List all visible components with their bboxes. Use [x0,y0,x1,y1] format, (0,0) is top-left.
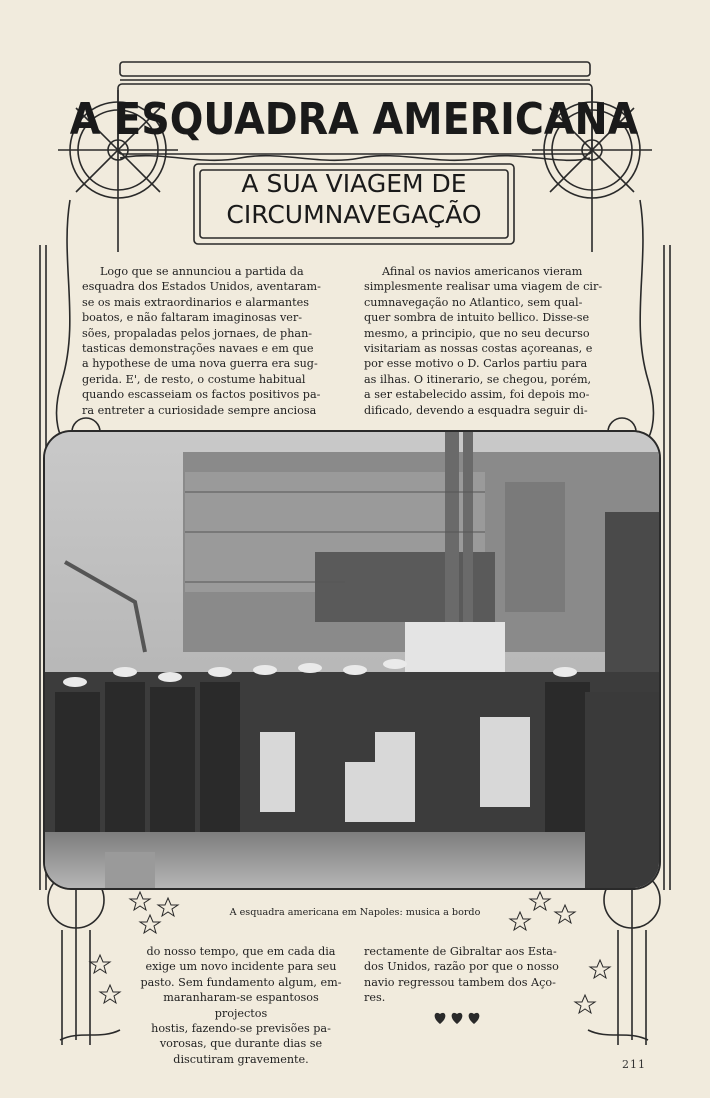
text-line: do nosso tempo, que em cada dia [146,945,336,958]
text-line: as ilhas. O itinerario, se chegou, porém, [364,372,592,386]
text-line: res. [364,991,386,1005]
article-column-right [364,264,626,418]
text-line: mesmo, a principio, que no seu decurso [364,326,590,340]
text-line: quer sombra de intuito bellico. Disse-se [364,311,590,325]
text-line: rectamente de Gibraltar aos Esta- [364,945,557,958]
text-line: visitariam as nossas costas açoreanas, e [364,342,593,356]
page-number: 211 [622,1058,646,1071]
text-line: navio regressou tambem dos Aço- [364,975,556,989]
text-line: sões, propaladas pelos jornaes, de phan- [82,326,313,340]
text-line: se os mais extraordinarios e alarmantes [82,295,309,309]
text-line: exige um novo incidente para seu [145,960,337,974]
article-column-bottom-right [364,944,570,1006]
text-line: dificado, devendo a esquadra seguir di- [364,403,588,417]
text-line: vorosas, que durante dias se [159,1037,323,1051]
text-line: pasto. Sem fundamento algum, em- [140,975,342,989]
text-line: esquadra dos Estados Unidos, aventaram- [82,280,321,294]
article-column-left [82,264,344,418]
photo-caption: A esquadra americana em Napoles: musica a bordo [229,907,481,918]
text-line: Afinal os navios americanos vieram [382,265,583,278]
page-subtitle [203,168,505,240]
text-line: a ser estabelecido assim, foi depois mo- [364,388,590,402]
article-column-bottom-left [138,944,344,1067]
text-line: discutiram gravemente. [173,1052,309,1066]
fleuron-ornament-icon [432,1011,482,1027]
text-line: boatos, e não faltaram imaginosas ver- [82,311,303,325]
photograph-illustration [45,432,659,888]
text-line: a hypothese de uma nova guerra era sug- [82,357,318,371]
text-line: por esse motivo o D. Carlos partiu para [364,357,588,371]
text-line: simplesmente realisar uma viagem de cir- [364,280,603,294]
text-line: cumnavegação no Atlantico, sem qual- [364,295,583,309]
text-line: Logo que se annunciou a partida da [100,265,304,278]
text-line: gerida. E', de resto, o costume habitual [82,372,306,386]
text-line: quando escasseiam os factos positivos pa- [82,388,321,402]
page-title: A ESQUADRA AMERICANA [69,93,639,145]
text-line: tasticas demonstrações navaes e em que [82,342,314,356]
photograph-sailors-music-on-deck [45,432,659,888]
text-line: dos Unidos, razão por que o nosso [364,960,559,974]
text-line: ra entreter a curiosidade sempre anciosa [82,403,317,417]
text-line: maranharam-se espantosos projectos [163,991,319,1020]
text-line: hostis, fazendo-se previsões pa- [151,1022,331,1036]
subtitle-line-1: A SUA VIAGEM DE [241,169,467,198]
subtitle-line-2: CIRCUMNAVEGAÇÃO [226,200,482,229]
